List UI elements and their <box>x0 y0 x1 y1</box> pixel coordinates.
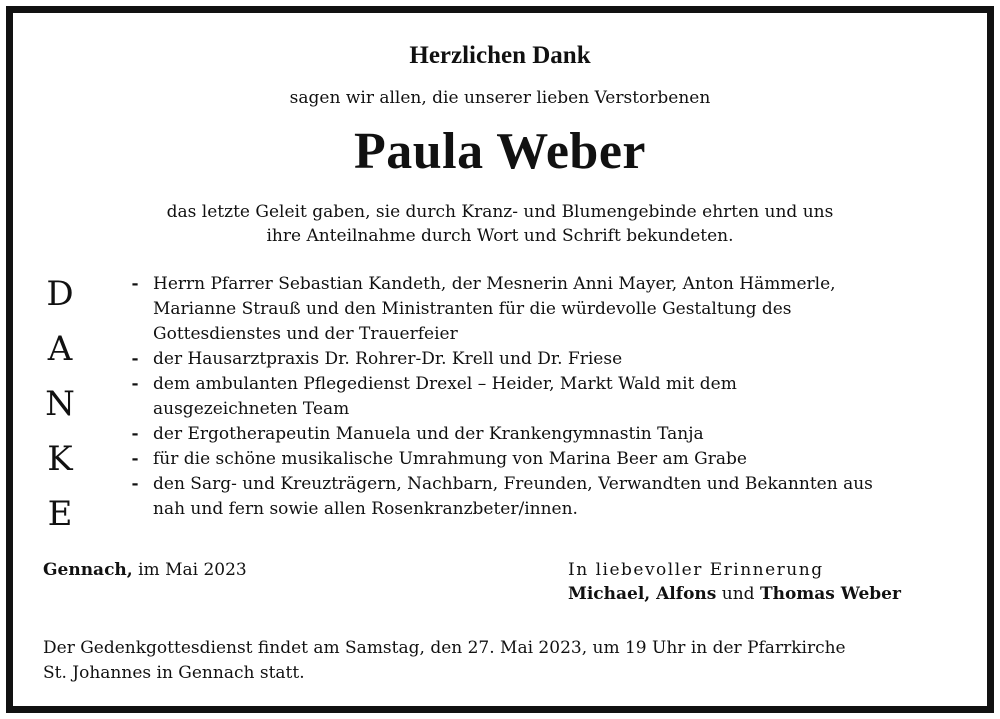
list-item-line: nah und fern sowie allen Rosenkranzbeter/innen. <box>153 499 578 519</box>
danke-letter: E <box>47 494 73 534</box>
family-signature <box>568 584 901 604</box>
list-item <box>128 447 968 472</box>
list-item-line: Gottesdienstes und der Trauerfeier <box>153 324 458 344</box>
list-item-line: ausgezeichneten Team <box>153 399 350 419</box>
place-date-text: im Mai 2023 <box>132 560 247 580</box>
intro-line: ihre Anteilnahme durch Wort und Schrift bekundeten. <box>266 226 734 246</box>
dash-bullet: - <box>131 349 139 369</box>
memorial-service-notice <box>43 636 963 686</box>
danke-letter: K <box>47 439 73 479</box>
deceased-name: Paula Weber <box>354 123 646 180</box>
place-date <box>43 560 247 580</box>
dash-bullet: - <box>131 424 139 444</box>
list-item-line: der Hausarztpraxis Dr. Rohrer-Dr. Krell und Dr. Friese <box>153 349 623 369</box>
dash-bullet: - <box>131 274 139 294</box>
list-item <box>128 372 968 422</box>
service-line: St. Johannes in Gennach statt. <box>43 663 305 683</box>
list-item-line: für die schöne musikalische Umrahmung von Marina Beer am Grabe <box>153 449 747 469</box>
intro-line: das letzte Geleit gaben, sie durch Kranz- und Blumengebinde ehrten und uns <box>166 202 834 222</box>
list-item-line: Marianne Strauß und den Ministranten für die würdevolle Gestaltung des <box>153 299 792 319</box>
place-town: Gennach, <box>43 560 133 580</box>
notice-subheading: sagen wir allen, die unserer lieben Verstorbenen <box>289 88 711 108</box>
dash-bullet: - <box>131 374 139 394</box>
danke-letter: N <box>45 384 75 424</box>
danke-vertical <box>40 272 80 547</box>
family-names-last: Thomas Weber <box>759 584 901 604</box>
list-item-line: Herrn Pfarrer Sebastian Kandeth, der Mesnerin Anni Mayer, Anton Hämmerle, <box>153 274 836 294</box>
notice-heading: Herzlichen Dank <box>409 42 591 69</box>
list-item <box>128 347 968 372</box>
dash-bullet: - <box>131 449 139 469</box>
service-line: Der Gedenkgottesdienst findet am Samstag, den 27. Mai 2023, um 19 Uhr in der Pfarrkirche <box>43 638 846 658</box>
list-item <box>128 472 968 522</box>
danke-letter: A <box>47 329 73 369</box>
list-item-line: dem ambulanten Pflegedienst Drexel – Heider, Markt Wald mit dem <box>153 374 737 394</box>
memory-label: In liebevoller Erinnerung <box>568 560 824 580</box>
dash-bullet: - <box>131 474 139 494</box>
danke-letter: D <box>46 274 74 314</box>
family-names-first: Michael, Alfons <box>568 584 717 604</box>
list-item-line: der Ergotherapeutin Manuela und der Krankengymnastin Tanja <box>153 424 704 444</box>
thanks-list <box>128 272 968 522</box>
list-item-line: den Sarg- und Kreuzträgern, Nachbarn, Freunden, Verwandten und Bekannten aus <box>153 474 873 494</box>
list-item <box>128 422 968 447</box>
intro-text <box>0 200 1000 248</box>
list-item <box>128 272 968 347</box>
family-connector: und <box>716 584 760 604</box>
